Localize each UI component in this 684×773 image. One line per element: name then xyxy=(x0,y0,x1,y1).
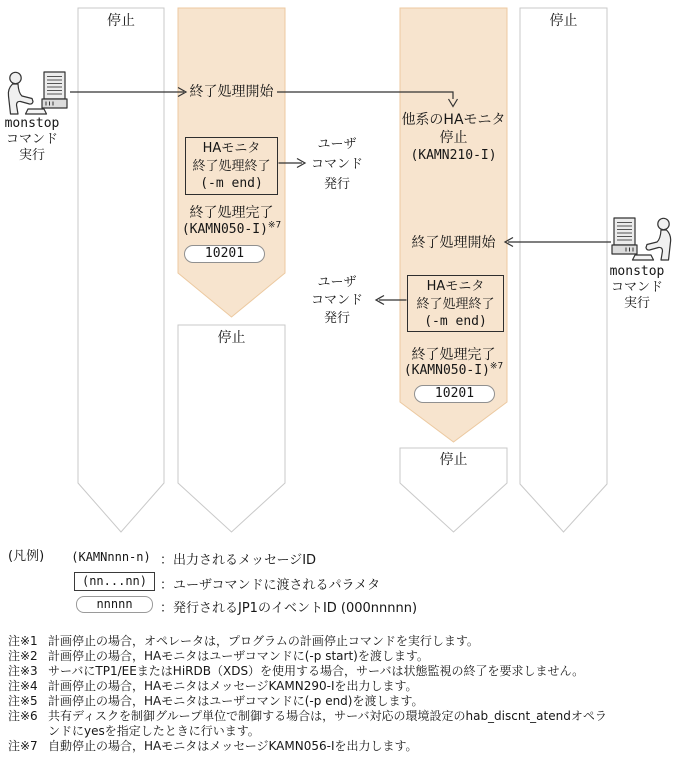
monitor-end-box-right-line1: HAモニタ xyxy=(426,279,485,294)
actor-left-caption xyxy=(1,116,63,164)
completion-right-label: 終了処理完了 xyxy=(411,347,496,363)
lane-right-idle-label: 停止 xyxy=(549,13,578,29)
note-label-1: 注※1 xyxy=(8,634,38,648)
operator-terminal-left-icon xyxy=(8,72,67,114)
note-text-3: サーバにTP1/EEまたはHiRDB（XDS）を使用する場合，サーバは状態監視の終了を要求しません。 xyxy=(48,664,585,678)
note-label-6: 注※6 xyxy=(8,709,38,723)
actor-left-line3: 実行 xyxy=(18,148,45,163)
user-command-left-line1: ユーザ xyxy=(317,137,357,152)
legend-symbol-event-id: nnnnn xyxy=(76,596,153,613)
user-command-left xyxy=(305,135,369,195)
user-command-right xyxy=(305,274,369,328)
monitor-end-box-right-line2: 終了処理終了 xyxy=(416,296,495,312)
note-text-5: 計画停止の場合，HAモニタはユーザコマンドに(-p end)を渡します。 xyxy=(48,694,424,708)
user-command-right-line3: 発行 xyxy=(323,311,350,326)
monitor-end-box-right-line3: (-m end) xyxy=(424,314,487,329)
actor-right-line2: コマンド xyxy=(610,280,663,295)
note-label-2: 注※2 xyxy=(8,649,38,663)
actor-left-line1: monstop xyxy=(4,116,60,131)
note-label-4: 注※4 xyxy=(8,679,38,693)
remote-monitor-stop-line2: 停止 xyxy=(439,130,468,146)
flow-right-stop-label: 停止 xyxy=(439,452,468,468)
legend-title: (凡例) xyxy=(8,549,45,564)
note-row-2 xyxy=(8,649,680,664)
monitor-end-box-left-line3: (-m end) xyxy=(200,176,263,191)
user-command-left-line2: コマンド xyxy=(310,157,363,172)
actor-right-line3: 実行 xyxy=(623,296,650,311)
legend-symbol-parameter: (nn...nn) xyxy=(74,572,155,591)
event-id-pill-left: 10201 xyxy=(184,245,265,263)
user-command-right-line2: コマンド xyxy=(310,293,363,308)
completion-right-message xyxy=(400,363,507,379)
remote-monitor-stop xyxy=(400,111,507,165)
monitor-end-box-left xyxy=(185,137,278,195)
user-command-left-line3: 発行 xyxy=(323,177,350,192)
completion-right-note-ref: ※7 xyxy=(489,361,504,372)
completion-left-message-id: (KAMN050-I) xyxy=(181,222,268,237)
note-row-1 xyxy=(8,634,680,649)
note-row-6 xyxy=(8,709,680,739)
note-label-3: 注※3 xyxy=(8,664,38,678)
note-row-3 xyxy=(8,664,680,679)
remote-monitor-stop-line3: (KAMN210-I) xyxy=(410,148,497,163)
flow-right-start-label: 終了処理開始 xyxy=(411,235,496,251)
note-text-4: 計画停止の場合，HAモニタはメッセージKAMN290-Iを出力します。 xyxy=(48,679,418,693)
completion-left-label: 終了処理完了 xyxy=(189,205,274,221)
note-text-7: 自動停止の場合，HAモニタはメッセージKAMN056-Iを出力します。 xyxy=(48,739,418,753)
actor-right-line1: monstop xyxy=(609,264,665,279)
completion-left-message xyxy=(178,222,285,238)
flow-left-stop-label: 停止 xyxy=(217,330,246,346)
monitor-end-box-left-line1: HAモニタ xyxy=(202,141,261,156)
legend-symbol-message-id: (KAMNnnn-n) xyxy=(71,550,151,564)
lane-left-idle-label: 停止 xyxy=(107,13,135,29)
note-text-1: 計画停止の場合，オペレータは，プログラムの計画停止コマンドを実行します。 xyxy=(48,634,479,648)
note-row-4 xyxy=(8,679,680,694)
flow-left-start-label: 終了処理開始 xyxy=(189,84,274,100)
note-row-7 xyxy=(8,739,680,754)
footnotes xyxy=(8,634,680,754)
monitor-end-box-right xyxy=(407,275,504,332)
actor-left-line2: コマンド xyxy=(5,132,58,147)
note-text-6: 共有ディスクを制御グループ単位で制御する場合は，サーバ対応の環境設定のhab_discnt_atendオペランドにyesを指定したときに行います。 xyxy=(48,709,607,738)
completion-right-message-id: (KAMN050-I) xyxy=(403,363,490,378)
user-command-right-line1: ユーザ xyxy=(317,275,357,290)
note-label-7: 注※7 xyxy=(8,739,38,753)
legend-desc-parameter: ：ユーザコマンドに渡されるパラメタ xyxy=(160,578,381,593)
lane-left-stop xyxy=(178,325,285,532)
note-row-5 xyxy=(8,694,680,709)
operator-terminal-right-icon xyxy=(612,218,671,260)
completion-left-note-ref: ※7 xyxy=(267,220,282,231)
remote-monitor-stop-line1: 他系のHAモニタ xyxy=(401,112,506,128)
lane-right-idle xyxy=(520,8,607,532)
event-id-pill-right: 10201 xyxy=(414,385,495,403)
legend-desc-event-id: ：発行されるJP1のイベントID (000nnnnn) xyxy=(160,601,418,616)
actor-right-caption xyxy=(606,264,668,312)
monitor-end-box-left-line2: 終了処理終了 xyxy=(192,158,271,174)
legend-desc-message-id: ：出力されるメッセージID xyxy=(160,553,317,568)
note-text-2: 計画停止の場合，HAモニタはユーザコマンドに(-p start)を渡します。 xyxy=(48,649,429,663)
lane-left-idle xyxy=(78,8,164,532)
note-label-5: 注※5 xyxy=(8,694,38,708)
